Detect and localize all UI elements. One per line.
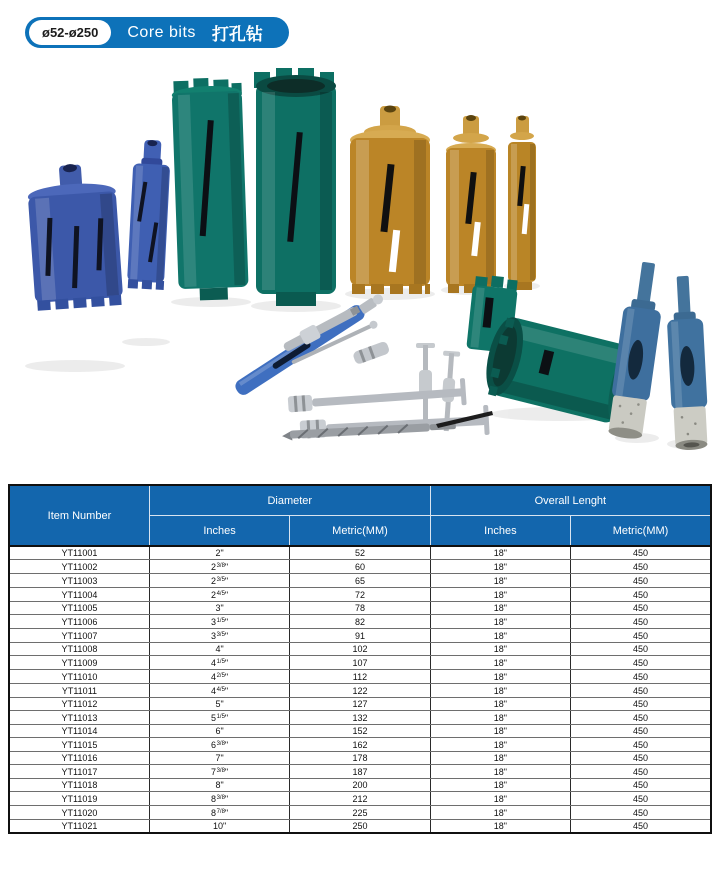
cell-length-metric: 450	[571, 670, 711, 684]
table-row	[9, 670, 711, 684]
cell-diameter-metric: 132	[290, 711, 430, 725]
cell-length-inches: 18"	[430, 629, 570, 643]
cell-item-number: YT11016	[9, 752, 149, 765]
cell-length-metric: 450	[571, 656, 711, 670]
table-row	[9, 792, 711, 806]
cell-diameter-inches: 3"	[149, 602, 289, 615]
cell-item-number: YT11005	[9, 602, 149, 615]
cell-item-number: YT11001	[9, 546, 149, 560]
cell-diameter-metric: 122	[290, 684, 430, 698]
cell-length-metric: 450	[571, 588, 711, 602]
cell-diameter-inches: $3^{1/5}$"	[149, 615, 289, 629]
cell-diameter-inches: $4^{4/5}$"	[149, 684, 289, 698]
product-photo-illustration	[0, 54, 720, 480]
cell-length-metric: 450	[571, 820, 711, 834]
cell-length-inches: 18"	[430, 546, 570, 560]
cell-diameter-metric: 112	[290, 670, 430, 684]
cell-length-metric: 450	[571, 792, 711, 806]
cell-item-number: YT11006	[9, 615, 149, 629]
cell-item-number: YT11003	[9, 574, 149, 588]
table-row	[9, 806, 711, 820]
cell-diameter-metric: 60	[290, 560, 430, 574]
cell-diameter-inches: $8^{3/8}$"	[149, 792, 289, 806]
table-row	[9, 546, 711, 560]
cell-length-inches: 18"	[430, 574, 570, 588]
cell-diameter-inches: $4^{1/5}$"	[149, 656, 289, 670]
cell-length-inches: 18"	[430, 560, 570, 574]
cell-length-inches: 18"	[430, 725, 570, 738]
col-header-diameter: Diameter	[149, 485, 430, 516]
cell-item-number: YT11019	[9, 792, 149, 806]
table-row	[9, 629, 711, 643]
table-row	[9, 725, 711, 738]
cell-diameter-metric: 127	[290, 698, 430, 711]
col-header-diameter-metric: Metric(MM)	[290, 516, 430, 547]
cell-item-number: YT11013	[9, 711, 149, 725]
cell-length-inches: 18"	[430, 656, 570, 670]
cell-diameter-inches: 8"	[149, 779, 289, 792]
header-badge	[25, 17, 289, 48]
table-row	[9, 574, 711, 588]
cell-diameter-metric: 200	[290, 779, 430, 792]
cell-length-metric: 450	[571, 615, 711, 629]
cell-diameter-metric: 102	[290, 643, 430, 656]
cell-diameter-metric: 78	[290, 602, 430, 615]
cell-diameter-metric: 250	[290, 820, 430, 834]
green-core-bit-tall-icon	[171, 77, 249, 301]
cell-diameter-inches: $5^{1/5}$"	[149, 711, 289, 725]
cell-length-inches: 18"	[430, 643, 570, 656]
gold-core-bit-medium-icon	[446, 115, 496, 293]
cell-length-inches: 18"	[430, 615, 570, 629]
cell-length-inches: 18"	[430, 792, 570, 806]
cell-length-metric: 450	[571, 806, 711, 820]
table-row	[9, 656, 711, 670]
cell-diameter-inches: $7^{3/8}$"	[149, 765, 289, 779]
cell-diameter-metric: 225	[290, 806, 430, 820]
col-header-length-metric: Metric(MM)	[571, 516, 711, 547]
table-row	[9, 711, 711, 725]
cell-length-inches: 18"	[430, 684, 570, 698]
gold-core-bit-large-icon	[350, 106, 430, 295]
cell-diameter-inches: $2^{3/8}$"	[149, 560, 289, 574]
cell-length-metric: 450	[571, 574, 711, 588]
green-core-bit-open-top-icon	[254, 68, 336, 306]
cell-diameter-inches: $6^{3/8}$"	[149, 738, 289, 752]
cell-length-metric: 450	[571, 684, 711, 698]
cell-item-number: YT11004	[9, 588, 149, 602]
cell-length-inches: 18"	[430, 711, 570, 725]
cell-diameter-metric: 152	[290, 725, 430, 738]
cell-length-metric: 450	[571, 643, 711, 656]
cell-length-inches: 18"	[430, 738, 570, 752]
spec-table-body	[9, 546, 711, 833]
table-row	[9, 765, 711, 779]
cell-length-metric: 450	[571, 602, 711, 615]
col-header-length-inches: Inches	[430, 516, 570, 547]
cell-item-number: YT11021	[9, 820, 149, 834]
table-row	[9, 738, 711, 752]
cell-item-number: YT11002	[9, 560, 149, 574]
page-title-english: Core bits	[127, 23, 196, 41]
cell-length-metric: 450	[571, 560, 711, 574]
cell-length-inches: 18"	[430, 820, 570, 834]
cell-length-inches: 18"	[430, 698, 570, 711]
cell-length-metric: 450	[571, 546, 711, 560]
table-row	[9, 698, 711, 711]
col-header-diameter-inches: Inches	[149, 516, 289, 547]
cell-item-number: YT11018	[9, 779, 149, 792]
table-row	[9, 643, 711, 656]
cell-diameter-inches: $8^{7/8}$"	[149, 806, 289, 820]
col-header-item-number: Item Number	[9, 485, 149, 546]
cell-diameter-inches: 7"	[149, 752, 289, 765]
cell-length-metric: 450	[571, 629, 711, 643]
spec-table	[8, 484, 712, 834]
cell-length-metric: 450	[571, 752, 711, 765]
cell-length-metric: 450	[571, 779, 711, 792]
cell-length-inches: 18"	[430, 779, 570, 792]
table-row	[9, 684, 711, 698]
cell-length-inches: 18"	[430, 752, 570, 765]
cell-length-metric: 450	[571, 738, 711, 752]
cell-length-inches: 18"	[430, 670, 570, 684]
cell-diameter-inches: 5"	[149, 698, 289, 711]
cell-item-number: YT11011	[9, 684, 149, 698]
cell-diameter-metric: 72	[290, 588, 430, 602]
table-row	[9, 602, 711, 615]
cell-item-number: YT11017	[9, 765, 149, 779]
cell-item-number: YT11015	[9, 738, 149, 752]
cell-diameter-metric: 212	[290, 792, 430, 806]
page-title-chinese: 打孔钻	[211, 25, 263, 44]
cell-diameter-inches: 10"	[149, 820, 289, 834]
cell-item-number: YT11009	[9, 656, 149, 670]
cell-diameter-inches: $3^{3/5}$"	[149, 629, 289, 643]
cell-length-inches: 18"	[430, 602, 570, 615]
cell-diameter-metric: 107	[290, 656, 430, 670]
cell-diameter-inches: 2"	[149, 546, 289, 560]
cell-diameter-inches: $4^{2/5}$"	[149, 670, 289, 684]
cell-length-metric: 450	[571, 711, 711, 725]
cell-length-inches: 18"	[430, 765, 570, 779]
col-header-overall-length: Overall Lenght	[430, 485, 711, 516]
cell-item-number: YT11010	[9, 670, 149, 684]
cell-item-number: YT11014	[9, 725, 149, 738]
cell-diameter-inches: 6"	[149, 725, 289, 738]
cell-diameter-metric: 187	[290, 765, 430, 779]
cell-length-inches: 18"	[430, 806, 570, 820]
cell-diameter-metric: 91	[290, 629, 430, 643]
blue-core-bit-large-icon	[26, 161, 124, 311]
cell-diameter-metric: 82	[290, 615, 430, 629]
table-row	[9, 588, 711, 602]
cell-item-number: YT11008	[9, 643, 149, 656]
cell-diameter-inches: $2^{4/5}$"	[149, 588, 289, 602]
table-row	[9, 560, 711, 574]
cell-item-number: YT11020	[9, 806, 149, 820]
spec-table-header	[9, 485, 711, 546]
diameter-range-pill: ø52-ø250	[29, 20, 111, 45]
cell-item-number: YT11012	[9, 698, 149, 711]
cell-diameter-inches: $2^{3/5}$"	[149, 574, 289, 588]
blue-core-bit-small-icon	[127, 139, 172, 290]
cell-diameter-metric: 52	[290, 546, 430, 560]
cell-diameter-metric: 162	[290, 738, 430, 752]
cell-length-metric: 450	[571, 725, 711, 738]
cell-length-metric: 450	[571, 765, 711, 779]
cell-diameter-metric: 65	[290, 574, 430, 588]
cell-diameter-metric: 178	[290, 752, 430, 765]
table-row	[9, 779, 711, 792]
cell-length-metric: 450	[571, 698, 711, 711]
gold-core-bit-small-icon	[508, 116, 536, 291]
cell-length-inches: 18"	[430, 588, 570, 602]
table-row	[9, 820, 711, 834]
table-row	[9, 615, 711, 629]
table-row	[9, 752, 711, 765]
cell-diameter-inches: 4"	[149, 643, 289, 656]
blue-diamond-bit-right-icon	[665, 275, 710, 451]
cell-item-number: YT11007	[9, 629, 149, 643]
